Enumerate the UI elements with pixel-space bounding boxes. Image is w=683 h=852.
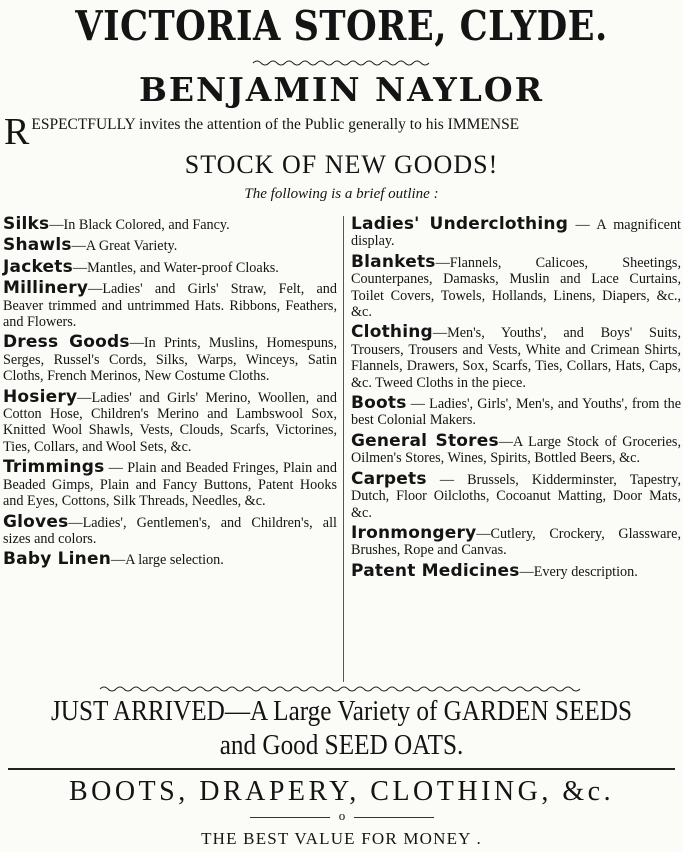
item-heading: Dress Goods <box>3 332 130 353</box>
item-blankets <box>351 251 681 321</box>
item-ladies-underclothing <box>351 216 681 250</box>
item-heading: Boots <box>351 393 407 414</box>
item-description: — Plain and Beaded Fringes, Plain and Beaded Gimps, Plain and Fancy Buttons, Patent Hooks and Eyes, Cottons, Silk Threads, Needles, &c. <box>3 460 337 510</box>
item-jackets <box>3 256 337 277</box>
wavy-divider-middle <box>0 684 683 694</box>
item-heading: Patent Medicines <box>351 560 520 581</box>
proprietor-name: BENJAMIN NAYLOR <box>138 70 545 109</box>
intro-paragraph <box>4 111 682 153</box>
item-description: —A large selection. <box>111 552 224 569</box>
announcement-line-1: JUST ARRIVED—A Large Variety of GARDEN SEEDS <box>50 696 632 727</box>
ornament-circle: o <box>338 808 346 823</box>
tagline: THE BEST VALUE FOR MONEY . <box>201 829 482 848</box>
ornament-rule-right <box>354 817 434 818</box>
item-heading: General Stores <box>351 430 499 451</box>
item-heading: Shawls <box>3 235 72 256</box>
announcement-line-2: and Good SEED OATS. <box>219 730 464 761</box>
item-silks <box>3 216 337 233</box>
item-hosiery <box>3 386 337 456</box>
item-description: —Flannels, Calicoes, Sheetings, Counterpanes, Damasks, Muslin and Lace Curtains, Toilet Covers, Towels, Hollands, Linens, Diapers, &c., &c. <box>351 254 681 321</box>
departments-line: BOOTS, DRAPERY, CLOTHING, &c. <box>68 776 615 807</box>
item-heading: Ladies' Underclothing <box>351 214 569 234</box>
item-ironmongery <box>351 522 681 559</box>
item-description: —A Large Stock of Groceries, Oilmen's Stores, Wines, Spirits, Bottled Beers, &c. <box>351 433 681 467</box>
item-heading: Clothing <box>351 322 433 343</box>
intro-text: ESPECTFULLY invites the attention of the Public generally to his IMMENSE <box>31 116 520 133</box>
item-heading: Trimmings <box>3 457 105 478</box>
item-boots <box>351 395 681 429</box>
item-description: —Mantles, and Water-proof Cloaks. <box>72 259 279 276</box>
item-millinery <box>3 280 337 330</box>
item-description: —Men's, Youths', and Boys' Suits, Trousers, Trousers and Vests, White and Crimean Shirts, Flannels, Drawers, Sox, Scarfs, Ties, Collars, Hats, Caps, &c. Tweed Cloths in the piece. <box>351 325 681 391</box>
item-trimmings <box>3 459 337 509</box>
item-description: —Ladies' and Girls' Straw, Felt, and Beaver trimmed and untrimmed Hats. Ribbons, Feathers, and Flowers. <box>3 281 337 331</box>
item-dress-goods <box>3 334 337 384</box>
item-description: —Ladies' and Girls' Merino, Woollen, and Cotton Hose, Children's Merino and Lambswool Sox, Knitted Wool Shawls, Vests, Clouds, Scarfs, Victorines, Ties, Collars, and Wool Sets, &c. <box>3 389 337 455</box>
item-baby-linen <box>3 551 337 568</box>
item-heading: Silks <box>3 214 50 234</box>
wavy-divider-top <box>0 58 683 68</box>
item-description: —A Great Variety. <box>71 238 178 255</box>
item-heading: Blankets <box>351 251 436 272</box>
item-clothing <box>351 324 681 391</box>
item-heading: Jackets <box>3 256 73 277</box>
outline-subheading: The following is a brief outline : <box>244 186 439 202</box>
column-divider <box>343 216 344 682</box>
item-description: — Brussels, Kidderminster, Tapestry, Dutch, Floor Oilcloths, Cocoanut Matting, Door Mats, &c. <box>351 471 681 521</box>
drop-cap: R <box>4 111 30 153</box>
item-carpets <box>351 468 681 521</box>
item-gloves <box>3 511 337 548</box>
ornament-rule-left <box>250 817 330 818</box>
item-description: —In Black Colored, and Fancy. <box>49 217 230 233</box>
item-description: — Ladies', Girls', Men's, and Youths', from the best Colonial Makers. <box>351 396 681 429</box>
item-heading: Ironmongery <box>351 522 477 543</box>
item-shawls <box>3 237 337 254</box>
right-column <box>351 216 681 584</box>
item-heading: Millinery <box>3 278 89 299</box>
item-heading: Baby Linen <box>3 549 111 570</box>
item-description: —Cutlery, Crockery, Glassware, Brushes, Rope and Canvas. <box>351 525 681 559</box>
item-heading: Gloves <box>3 511 69 532</box>
store-name: VICTORIA STORE, CLYDE. <box>75 2 608 50</box>
stock-heading: STOCK OF NEW GOODS! <box>184 150 499 179</box>
item-description: — A magnificent display. <box>351 217 681 250</box>
item-heading: Hosiery <box>3 386 78 407</box>
item-general-stores <box>351 430 681 467</box>
item-description: —Every description. <box>519 563 638 580</box>
horizontal-rule <box>8 768 675 770</box>
item-description: —In Prints, Muslins, Homespuns, Serges, Russel's Cords, Silks, Warps, Winceys, Satin Cloths, French Merinos, New Costume Cloths. <box>3 335 337 385</box>
item-description: —Ladies', Gentlemen's, and Children's, all sizes and colors. <box>3 514 337 547</box>
left-column <box>3 216 337 573</box>
item-patent-medicines <box>351 560 681 581</box>
item-heading: Carpets <box>351 468 427 489</box>
